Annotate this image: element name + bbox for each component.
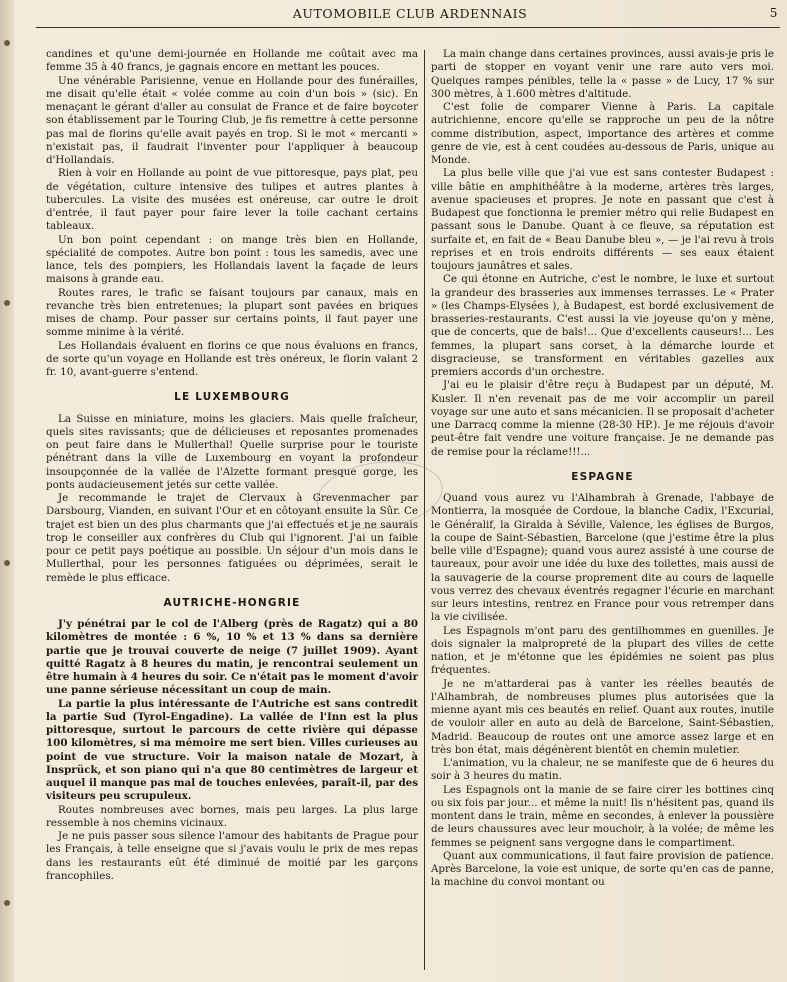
binding-hole	[4, 560, 10, 566]
paragraph: La plus belle ville que j'ai vue est sans contester Budapest : ville bâtie en amphithéâtre à la moderne, artères très larges, avenue spacieuses et propres. Je note en passant que c'est à Budapest que fonctionna le premier métro qui relie Budapest en passant sous le Danube. Quant à ce fleuve, sa réputation est surfaite et, en fait de « Beau Danube bleu », — je l'ai revu à trois reprises et en trois endroits différents — ses eaux étaient toujours jaunâtres et sales.	[431, 167, 774, 272]
section-heading-luxembourg: LE LUXEMBOURG	[174, 391, 290, 404]
section-heading-spain: ESPAGNE	[571, 470, 634, 483]
paragraph: La Suisse en miniature, moins les glaciers. Mais quelle fraîcheur, quels sites ravissants; que de délicieuses et reposantes promenades on peut faire dans le Mullerthal! Quelle surprise pour le touriste pénétrant dans la ville de Luxembourg en voyant la profondeur insoupçonnée de la vallée de l'Alzette formant presque gorge, les ponts audacieusement jetés sur cette vallée.	[46, 412, 418, 491]
paragraph: Quant aux communications, il faut faire provision de patience. Après Barcelone, la voie est unique, de sorte qu'en cas de panne, la machine du convoi montant ou	[431, 849, 774, 889]
paragraph: Je ne m'attarderai pas à vanter les réelles beautés de l'Alhambrah, de nombreuses plumes plus autorisées que la mienne ayant mis ces beautés en relief. Quant aux routes, inutile de vouloir aller en auto au delà de Barcelone, Saint-Sébastien, Madrid. Beaucoup de routes ont une amorce assez large et en très bon état, mais dégénèrent bientôt en chemin muletier.	[431, 677, 774, 756]
paragraph: Routes rares, le trafic se faisant toujours par canaux, mais en revanche très bien entretenues; la plupart sont pavées en briques mises de champ. Pour passer sur certains points, il faut payer une somme minime à la vérité.	[46, 286, 418, 339]
paragraph: Rien à voir en Hollande au point de vue pittoresque, pays plat, peu de végétation, culture intensive des tulipes et autres plantes à tubercules. La visite des musées est onéreuse, car outre le droit d'entrée, il faut payer pour faire lever la toile cachant certains tableaux.	[46, 167, 418, 233]
bold-passage	[46, 618, 418, 804]
paragraph: Ce qui étonne en Autriche, c'est le nombre, le luxe et surtout la grandeur des brasseries aux immenses terrasses. Le « Prater » (les Champs-Elysées ), à Budapest, est bordé exclusivement de brasseries-restaurants. C'est aussi la vie joyeuse qu'on y mène, que de concerts, que de bals!... Que d'excellents causeurs!... Les femmes, la plupart sans corset, à la démarche lourde et disgracieuse, se transforment en véritables gazelles aux premiers accords d'un orchestre.	[431, 273, 774, 378]
page-number: 5	[769, 6, 778, 20]
paragraph: La main change dans certaines provinces, aussi avais-je pris le parti de stopper en voyant venir une rare auto vers moi. Quelques rampes pénibles, telle la « passe » de Lucy, 17 % sur 300 mètres, à 1.600 mètres d'altitude.	[431, 48, 774, 100]
paragraph: Une vénérable Parisienne, venue en Hollande pour des funérailles, me disait qu'elle était « volée comme au coin d'un bois » (sic). En menaçant le gérant d'aller au consulat de France et de faire boycoter son établissement par le Touring Club, je fis remettre à cette personne pas mal de florins qu'elle avait payés en trop. Si le mot « mercanti » n'existait pas, il faudrait l'inventer pour l'appliquer à beaucoup d'Hollandais.	[46, 74, 418, 166]
running-title: AUTOMOBILE CLUB ARDENNAIS	[292, 6, 528, 21]
paragraph: J'ai eu le plaisir d'être reçu à Budapest par un député, M. Kusler. Il n'en revenait pas de me voir accomplir un pareil voyage sur une auto et sans mécanicien. Il se proposait d'acheter une Darracq comme la mienne (28-30 HP.). Je me réjouis d'avoir peut-être fait vendre une voiture française. Je ne demande pas de remise pour la réclame!!!...	[431, 379, 774, 458]
right-column	[431, 48, 774, 890]
paragraph: Quand vous aurez vu l'Alhambrah à Grenade, l'abbaye de Montierra, la mosquée de Cordoue, la blanche Cadix, l'Excurial, le Généralif, la Giralda à Séville, Valence, les églises de Burgos, la coupe de Saint-Sébastien, Barcelone (que j'estime être la plus belle ville d'Espagne); quand vous aurez assisté à une course de taureaux, pour avoir une idée du luxe des toilettes, mais aussi de la sauvagerie de la course proprement dite au cours de laquelle vous verrez des chevaux éventrés regagner l'écurie en marchant sur leurs intestins, rentrez en France pour vous retremper dans la vie civilisée.	[431, 492, 774, 624]
paragraph: Les Espagnols ont la manie de se faire cirer les bottines cinq ou six fois par jour... et même la nuit! Ils n'hésitent pas, quand ils montent dans le train, même en secondes, à enlever la poussière de leurs chaussures avec leur mouchoir, à la volée; de même les femmes se peignent sans vergogne dans le compartiment.	[431, 783, 774, 849]
section-heading-austria-hungary: AUTRICHE-HONGRIE	[163, 596, 301, 609]
binding-hole	[4, 900, 10, 906]
paragraph: Un bon point cependant : on mange très bien en Hollande, spécialité de compotes. Autre bon point : tous les samedis, avec une lance, tels des pompiers, les Hollandais lavent la façade de leurs maisons à grande eau.	[46, 233, 418, 286]
paragraph: candines et qu'une demi-journée en Hollande me coûtait avec ma femme 35 à 40 francs, je gagnais encore en mettant les pouces.	[46, 48, 418, 74]
paragraph: J'y pénétrai par le col de l'Alberg (près de Ragatz) qui a 80 kilomètres de montée : 6 %, 10 % et 13 % dans sa dernière partie que je trouvai couverte de neige (7 juillet 1909). Ayant quitté Ragatz à 8 heures du matin, je rencontrai seulement un être humain à 4 heures du soir. Ce n'était pas le moment d'avoir une panne sérieuse nécessitant un coup de main.	[46, 618, 418, 697]
paragraph: La partie la plus intéressante de l'Autriche est sans contredit la partie Sud (Tyrol-Engadine). La vallée de l'Inn est la plus pittoresque, surtout le parcours de cette rivière qui dépasse 100 kilomètres, si ma mémoire me sert bien. Villes curieuses au point de vue structure. Voir la maison natale de Mozart, à Insprück, et son piano qui n'a que 80 centimètres de largeur et auquel il manque pas mal de touches enlevées, paraît-il, par des visiteurs peu scrupuleux.	[46, 697, 418, 803]
left-column	[46, 48, 418, 883]
paragraph: Les Espagnols m'ont paru des gentilhommes en guenilles. Je dois signaler la malpropreté de la plupart des villes de cette nation, et je m'étonne que les épidémies ne soient pas plus fréquentes.	[431, 624, 774, 677]
header-rule	[36, 27, 780, 28]
paragraph: Je recommande le trajet de Clervaux à Grevenmacher par Darsbourg, Vianden, en suivant l'Our et en côtoyant ensuite la Sûr. Ce trajet est bien un des plus charmants que j'ai effectués et je ne saurais trop le conseiller aux confrères du Club qui l'ignorent. J'ai un faible pour ce petit pays poétique au possible. Un séjour d'un mois dans le Mullerthal, pour les personnes fatiguées ou déprimées, serait le remède le plus efficace.	[46, 492, 418, 584]
page-header	[40, 6, 780, 26]
paragraph: Routes nombreuses avec bornes, mais peu larges. La plus large ressemble à nos chemins vicinaux.	[46, 803, 418, 829]
paragraph: Les Hollandais évaluent en florins ce que nous évaluons en francs, de sorte qu'un voyage en Hollande est très onéreux, le florin valant 2 fr. 10, avant-guerre s'entend.	[46, 339, 418, 378]
binding-hole	[4, 40, 10, 46]
binding-edge	[0, 0, 14, 982]
binding-hole	[4, 300, 10, 306]
paragraph: Je ne puis passer sous silence l'amour des habitants de Prague pour les Français, à telle enseigne que si j'avais voulu le prix de mes repas dans les restaurants eût été diminué de moitié par les garçons francophiles.	[46, 830, 418, 882]
paragraph: L'animation, vu la chaleur, ne se manifeste que de 6 heures du soir à 3 heures du matin.	[431, 757, 774, 783]
paragraph: C'est folie de comparer Vienne à Paris. La capitale autrichienne, encore qu'elle se rapproche un peu de la nôtre comme distribution, aspect, importance des artères et comme genre de vie, est à cent coudées au-dessous de Paris, unique au Monde.	[431, 101, 774, 166]
